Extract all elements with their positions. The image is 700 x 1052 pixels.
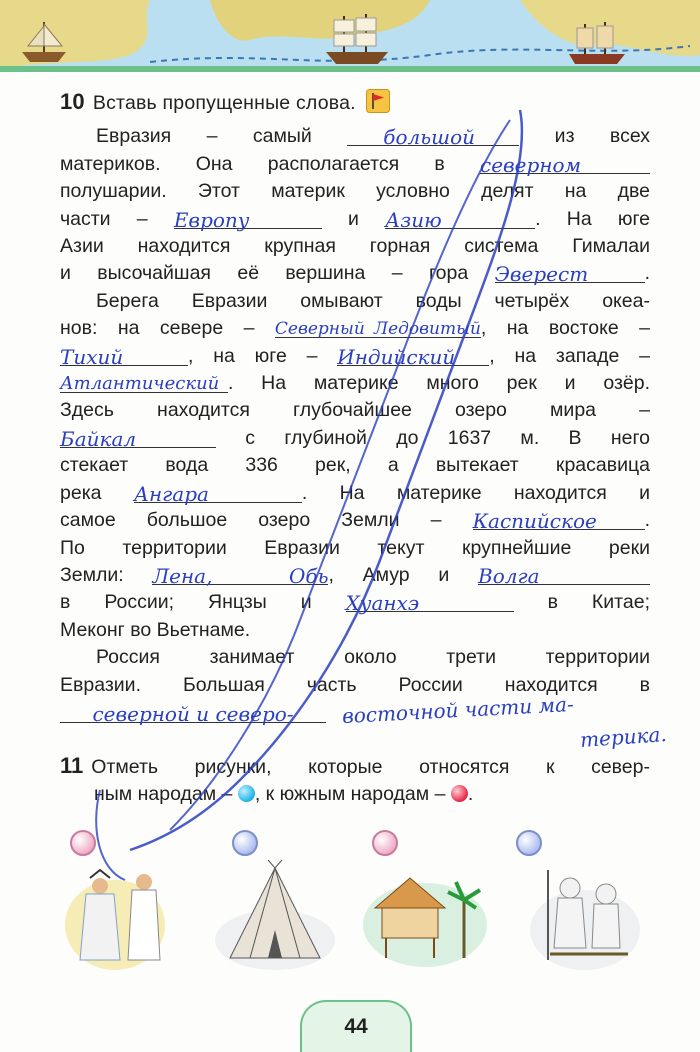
ship-middle (322, 12, 392, 73)
text-fragment: материков. Она располагается в (60, 152, 445, 175)
flag-icon (366, 89, 390, 113)
handwritten-answer: Европу (173, 207, 250, 232)
text-line (60, 123, 650, 150)
text-fragment: и высочайшая её вершина – гора (60, 262, 469, 285)
text-fragment: Отметь рисунки, которые относятся к север- (91, 755, 650, 778)
text-line (60, 397, 650, 424)
text-line (60, 425, 650, 452)
handwritten-answer: Каспийское (472, 509, 597, 534)
answer-blank[interactable] (60, 344, 188, 369)
answer-blank[interactable] (385, 207, 535, 232)
text-line (60, 178, 650, 205)
text-fragment: , на западе – (489, 344, 650, 367)
text-fragment: . (467, 783, 474, 806)
text-line (60, 562, 650, 589)
exercise-10 (60, 88, 668, 809)
text-fragment: Россия занимает около трети территории (96, 646, 650, 669)
picture-tent[interactable] (210, 830, 340, 970)
text-line (60, 151, 650, 178)
text-line (60, 617, 650, 644)
handwritten-answer: Азию (385, 207, 442, 232)
handwritten-answer: большой (383, 125, 475, 150)
handwritten-answer: Тихий (60, 344, 124, 369)
text-fragment: и (348, 207, 359, 230)
text-fragment: стекает вода 336 рек, а вытекает красавица (60, 454, 650, 477)
handwritten-answer: Хуанхэ (345, 591, 420, 616)
text-line (60, 781, 650, 808)
answer-blank[interactable] (480, 152, 650, 177)
text-line (60, 315, 650, 342)
exercise-number: 10 (60, 89, 85, 114)
answer-blank[interactable] (60, 426, 216, 451)
ship-right (565, 18, 629, 73)
handwritten-answer: Индийский (337, 344, 456, 369)
text-fragment: нов: на севере – (60, 317, 255, 340)
answer-blank[interactable] (60, 371, 228, 393)
red-dot-icon (451, 785, 468, 802)
text-fragment: Евразии. Большая часть России находится в (60, 673, 650, 696)
text-line (60, 691, 650, 728)
text-line (60, 480, 650, 507)
handwritten-answer: восточной части ма- (341, 691, 575, 728)
answer-blank[interactable] (337, 344, 489, 369)
handwritten-answer: Эверест (494, 262, 589, 287)
answer-blank[interactable] (345, 590, 514, 616)
answer-blank[interactable] (133, 481, 302, 506)
text-line (60, 589, 650, 616)
text-fragment: Берега Евразии омывают воды четырёх океа- (96, 289, 650, 312)
exercise-number: 11 (60, 752, 84, 778)
text-fragment: в Китае; (547, 591, 650, 614)
handwritten-answer: северной и северо- (92, 701, 294, 726)
exercise-11-line (60, 752, 650, 781)
text-fragment: самое большое озеро Земли – (60, 509, 442, 532)
answer-blank[interactable] (275, 316, 481, 338)
text-fragment: полушарии. Этот материк условно делят на две (60, 180, 650, 203)
text-line (60, 370, 650, 397)
answer-blank[interactable] (347, 124, 519, 150)
answer-blank[interactable] (173, 207, 322, 232)
text-fragment: , на юге – (188, 344, 318, 367)
text-line (60, 343, 650, 370)
text-fragment: По территории Евразии текут крупнейшие реки (60, 536, 650, 559)
handwritten-answer: Волга (478, 563, 540, 588)
text-fragment: . На материке много рек и озёр. (228, 372, 650, 395)
text-fragment: . (644, 262, 650, 285)
handwritten-answer: терика. (579, 721, 668, 752)
exercise-title: Вставь пропущенные слова. (92, 92, 356, 114)
text-fragment: . (644, 509, 650, 532)
text-line (60, 206, 650, 233)
text-fragment: Евразия – самый (96, 125, 312, 148)
text-fragment: в России; Янцзы и (60, 591, 312, 614)
exercise-10-title-line (60, 88, 650, 117)
text-line (60, 644, 650, 671)
text-fragment: Земли: (60, 563, 124, 586)
ship-left (18, 16, 70, 71)
answer-blank[interactable] (478, 563, 650, 588)
text-line (60, 507, 650, 534)
text-line (60, 721, 668, 752)
text-fragment: Меконг во Вьетнаме. (60, 618, 251, 641)
picture-stilt-house[interactable] (360, 830, 490, 970)
text-fragment: , на востоке – (480, 317, 650, 340)
text-fragment: из всех (554, 125, 650, 148)
text-fragment: с глубиной до 1637 м. В него (245, 426, 650, 449)
handwritten-answer: Северный Ледовитый (274, 319, 481, 340)
page-number: 44 (300, 1000, 412, 1052)
text-line (60, 535, 650, 562)
text-line (60, 260, 650, 287)
answer-blank[interactable] (472, 508, 645, 534)
text-fragment: , Амур и (328, 563, 450, 586)
text-fragment: . На материке находится и (301, 481, 650, 504)
text-line (60, 452, 650, 479)
handwritten-answer: северном (480, 152, 582, 177)
text-fragment: , к южным народам – (254, 783, 446, 806)
blue-dot-icon (238, 785, 255, 802)
text-line (60, 288, 650, 315)
answer-blank[interactable] (152, 563, 329, 588)
handwritten-answer: Лена, Обь (152, 563, 329, 588)
picture-southern-people[interactable] (60, 830, 190, 970)
text-fragment: ным народам – (94, 783, 233, 806)
text-fragment: части – (60, 207, 148, 230)
handwritten-answer: Байкал (60, 426, 137, 451)
picture-northern-people[interactable] (510, 830, 640, 970)
text-fragment: река (60, 481, 102, 504)
text-line (60, 233, 650, 260)
handwritten-answer: Атлантический (60, 373, 220, 395)
text-fragment: . На юге (535, 207, 651, 230)
pictures-row (60, 830, 650, 970)
answer-blank[interactable] (494, 261, 645, 287)
answer-blank[interactable] (60, 701, 326, 726)
handwritten-answer: Ангара (133, 481, 209, 506)
text-fragment: Азии находится крупная горная система Гималаи (60, 235, 650, 258)
text-fragment: Здесь находится глубочайшее озеро мира – (60, 399, 650, 422)
